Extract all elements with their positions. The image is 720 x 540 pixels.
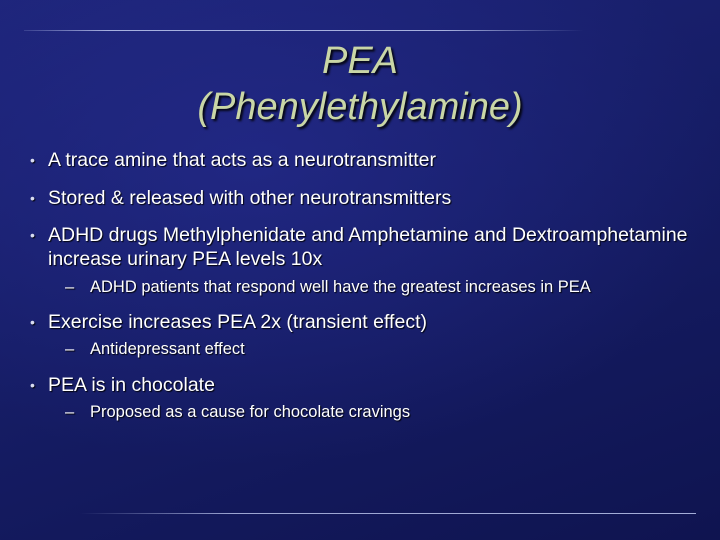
bullet-icon: •	[30, 377, 35, 393]
sub-bullet-item	[30, 402, 690, 423]
bullet-text: ADHD drugs Methylphenidate and Amphetamine and Dextroamphetamine increase urinary PEA levels 10x	[48, 224, 688, 270]
bullet-icon: •	[30, 190, 35, 206]
dash-icon: –	[65, 403, 75, 421]
bullet-item	[30, 148, 690, 172]
title-line-2: (Phenylethylamine)	[197, 86, 523, 128]
bullet-icon: •	[30, 152, 35, 168]
bullet-item	[30, 223, 690, 271]
bullet-item	[30, 310, 690, 334]
sub-bullet-item	[30, 277, 690, 298]
dash-icon: –	[65, 340, 75, 358]
bullet-text: Exercise increases PEA 2x (transient effect)	[48, 311, 427, 333]
top-divider-line	[24, 30, 584, 31]
sub-bullet-text: Proposed as a cause for chocolate cravings	[90, 403, 411, 421]
bullet-text: PEA is in chocolate	[48, 374, 215, 396]
sub-bullet-text: Antidepressant effect	[90, 340, 245, 358]
slide-title	[0, 38, 720, 130]
bullet-text: Stored & released with other neurotransmitters	[48, 187, 452, 209]
bullet-list	[30, 148, 690, 437]
title-line-1: PEA	[321, 40, 399, 82]
sub-bullet-text: ADHD patients that respond well have the greatest increases in PEA	[90, 278, 591, 296]
bullet-item	[30, 373, 690, 397]
bottom-divider-line	[80, 513, 696, 514]
bullet-text: A trace amine that acts as a neurotransmitter	[48, 149, 437, 171]
bullet-icon: •	[30, 227, 35, 243]
sub-bullet-item	[30, 339, 690, 360]
dash-icon: –	[65, 278, 75, 296]
bullet-icon: •	[30, 314, 35, 330]
bullet-item	[30, 186, 690, 210]
